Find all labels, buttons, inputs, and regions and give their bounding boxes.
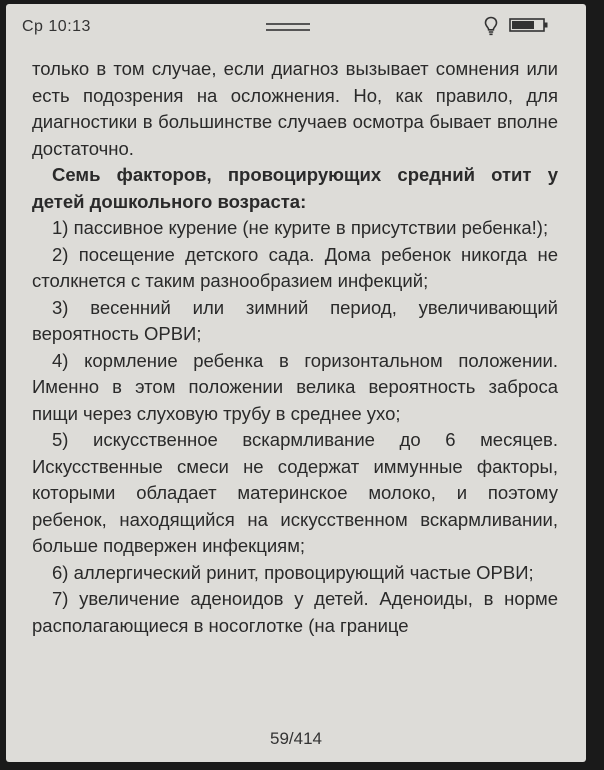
list-item: 4) кормление ребенка в горизонтальном положении. Именно в этом положении велика вероятность заброса пищи через слуховую трубу в среднее ухо;	[32, 349, 558, 424]
paragraph: только в том случае, если диагноз вызывает сомнения или есть подозрения на осложнения. Но, как правило, для диагностики в большинстве случаев осмотра бывает вполне достаточно.	[32, 58, 558, 159]
light-bulb-icon[interactable]	[484, 16, 498, 36]
battery-icon	[509, 18, 549, 32]
ereader-screen	[6, 4, 586, 762]
list-item: 5) искусственное вскармливание до 6 месяцев. Искусственные смеси не содержат иммунные факторы, которыми обладает материнское молоко, и поэтому ребенок, находящийся на искусственном вскармливании, больше подвержен инфекциям;	[32, 429, 558, 556]
list-item: 2) посещение детского сада. Дома ребенок никогда не столкнется с таким разнообразием инфекций;	[32, 243, 558, 291]
clock: Ср 10:13	[22, 18, 91, 35]
list-item: 1) пассивное курение (не курите в присутствии ребенка!);	[52, 217, 549, 238]
list-item: 7) увеличение аденоидов у детей. Аденоиды, в норме располагающиеся в носоглотке (на границе	[32, 588, 558, 636]
list-item: 3) весенний или зимний период, увеличивающий вероятность ОРВИ;	[32, 296, 558, 344]
section-heading: Семь факторов, провоцирующих средний отит у детей дошкольного возраста:	[32, 164, 558, 212]
book-page-text	[32, 56, 558, 639]
status-bar	[6, 4, 586, 48]
list-item: 6) аллергический ринит, провоцирующий частые ОРВИ;	[52, 561, 534, 583]
page-indicator[interactable]: 59/414	[270, 729, 322, 748]
menu-handle-icon[interactable]	[266, 20, 310, 34]
